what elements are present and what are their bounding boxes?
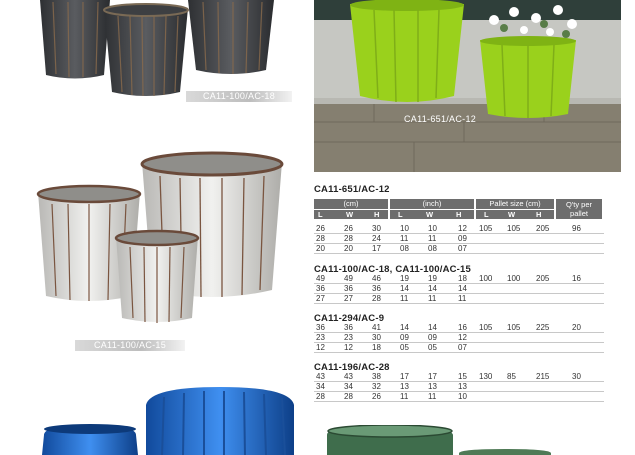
table-row [314, 343, 604, 353]
cell-length-cm: 12 [316, 343, 325, 352]
cell-pallet-height: 225 [536, 323, 550, 332]
cell-height-inch: 07 [458, 244, 467, 253]
white-pots-image [36, 150, 286, 328]
table-row [314, 382, 604, 392]
header-H: H [536, 210, 542, 219]
cell-width-cm: 23 [344, 333, 353, 342]
cell-pallet-height: 215 [536, 372, 550, 381]
cell-length-inch: 08 [400, 244, 409, 253]
table-row [314, 274, 604, 284]
cell-width-inch: 11 [428, 294, 437, 303]
cell-height-inch: 11 [458, 294, 467, 303]
cell-width-cm: 28 [344, 392, 353, 401]
header-qty-per-pallet: Q'ty per pallet [556, 199, 602, 219]
header-inch: (inch) [390, 199, 474, 209]
cell-height-cm: 41 [372, 323, 381, 332]
cell-pallet-length: 105 [479, 224, 493, 233]
cell-width-inch: 11 [428, 234, 437, 243]
cell-height-cm: 30 [372, 333, 381, 342]
cell-length-cm: 27 [316, 294, 325, 303]
cell-width-inch: 05 [428, 343, 437, 352]
cell-length-cm: 28 [316, 234, 325, 243]
lime-pots-illustration [314, 0, 621, 172]
cell-pallet-width: 100 [507, 274, 521, 283]
cell-pallet-width: 85 [507, 372, 516, 381]
cell-height-inch: 15 [458, 372, 467, 381]
header-pallet-lwh [476, 210, 554, 219]
cell-width-cm: 49 [344, 274, 353, 283]
cell-pallet-length: 105 [479, 323, 493, 332]
table-row [314, 244, 604, 254]
cell-width-cm: 26 [344, 224, 353, 233]
cell-length-inch: 13 [400, 382, 409, 391]
caption-top-left: CA11-100/AC-18 [186, 91, 292, 102]
cell-length-cm: 43 [316, 372, 325, 381]
cell-pallet-height: 205 [536, 274, 550, 283]
table-row [314, 284, 604, 294]
cell-pallet-width: 105 [507, 323, 521, 332]
cell-length-inch: 11 [400, 234, 409, 243]
cell-width-cm: 20 [344, 244, 353, 253]
cell-pallet-length: 100 [479, 274, 493, 283]
cell-height-inch: 14 [458, 284, 467, 293]
dark-pots-image [38, 0, 278, 100]
product-code-2: CA11-100/AC-18, CA11-100/AC-15 [314, 264, 472, 275]
product-code-4: CA11-196/AC-28 [314, 362, 390, 373]
cell-pallet-height: 205 [536, 224, 550, 233]
cell-length-inch: 11 [400, 392, 409, 401]
cell-height-inch: 18 [458, 274, 467, 283]
cell-qty-per-pallet: 30 [572, 372, 581, 381]
table-row [314, 372, 604, 382]
cell-length-inch: 14 [400, 284, 409, 293]
cell-height-cm: 30 [372, 224, 381, 233]
cell-height-inch: 16 [458, 323, 467, 332]
cell-qty-per-pallet: 96 [572, 224, 581, 233]
cell-width-cm: 12 [344, 343, 353, 352]
header-H: H [456, 210, 462, 219]
cell-length-inch: 14 [400, 323, 409, 332]
header-W: W [346, 210, 354, 219]
header-inch-lwh [390, 210, 474, 219]
cell-width-inch: 08 [428, 244, 437, 253]
cell-length-inch: 17 [400, 372, 409, 381]
caption-mid-left: CA11-100/AC-15 [75, 340, 185, 351]
cell-height-cm: 26 [372, 392, 381, 401]
cell-length-inch: 19 [400, 274, 409, 283]
header-L: L [484, 210, 489, 219]
cell-height-inch: 13 [458, 382, 467, 391]
product-code-1: CA11-651/AC-12 [314, 184, 390, 195]
caption-photo: CA11-651/AC-12 [404, 114, 477, 124]
cell-height-cm: 24 [372, 234, 381, 243]
header-cm-lwh [314, 210, 388, 219]
cell-qty-per-pallet: 16 [572, 274, 581, 283]
cell-height-inch: 12 [458, 224, 467, 233]
cell-qty-per-pallet: 20 [572, 323, 581, 332]
header-W: W [426, 210, 434, 219]
cell-width-inch: 19 [428, 274, 437, 283]
header-L: L [398, 210, 403, 219]
cell-width-inch: 17 [428, 372, 437, 381]
product-code-3: CA11-294/AC-9 [314, 313, 385, 324]
table-row [314, 294, 604, 304]
cell-height-cm: 38 [372, 372, 381, 381]
cell-width-cm: 36 [344, 284, 353, 293]
header-cm: (cm) [314, 199, 388, 209]
cell-length-cm: 28 [316, 392, 325, 401]
header-L: L [318, 210, 323, 219]
cell-width-inch: 13 [428, 382, 437, 391]
cell-height-cm: 32 [372, 382, 381, 391]
cell-length-inch: 11 [400, 294, 409, 303]
cell-height-inch: 10 [458, 392, 467, 401]
table-row [314, 392, 604, 402]
cell-length-cm: 26 [316, 224, 325, 233]
cell-height-cm: 46 [372, 274, 381, 283]
cell-length-cm: 36 [316, 323, 325, 332]
cell-width-inch: 09 [428, 333, 437, 342]
cell-length-cm: 23 [316, 333, 325, 342]
cell-length-cm: 20 [316, 244, 325, 253]
cell-height-cm: 28 [372, 294, 381, 303]
table-row [314, 224, 604, 234]
cell-height-inch: 09 [458, 234, 467, 243]
cell-width-cm: 34 [344, 382, 353, 391]
table-row [314, 234, 604, 244]
cell-pallet-width: 105 [507, 224, 521, 233]
header-pallet-size: Pallet size (cm) [476, 199, 554, 209]
cell-height-cm: 18 [372, 343, 381, 352]
cell-width-inch: 14 [428, 284, 437, 293]
cell-length-cm: 36 [316, 284, 325, 293]
cell-height-inch: 12 [458, 333, 467, 342]
cell-length-cm: 49 [316, 274, 325, 283]
green-pots-image [325, 425, 555, 455]
blue-pots-image [40, 385, 300, 455]
cell-length-inch: 05 [400, 343, 409, 352]
cell-width-cm: 36 [344, 323, 353, 332]
cell-height-cm: 36 [372, 284, 381, 293]
cell-height-cm: 17 [372, 244, 381, 253]
lime-pots-photo [314, 0, 621, 172]
cell-width-cm: 27 [344, 294, 353, 303]
cell-width-inch: 11 [428, 392, 437, 401]
cell-length-cm: 34 [316, 382, 325, 391]
cell-height-inch: 07 [458, 343, 467, 352]
cell-width-inch: 10 [428, 224, 437, 233]
cell-width-inch: 14 [428, 323, 437, 332]
cell-width-cm: 28 [344, 234, 353, 243]
header-H: H [374, 210, 380, 219]
cell-length-inch: 10 [400, 224, 409, 233]
table-row [314, 323, 604, 333]
cell-width-cm: 43 [344, 372, 353, 381]
cell-length-inch: 09 [400, 333, 409, 342]
header-W: W [508, 210, 516, 219]
table-row [314, 333, 604, 343]
cell-pallet-length: 130 [479, 372, 493, 381]
